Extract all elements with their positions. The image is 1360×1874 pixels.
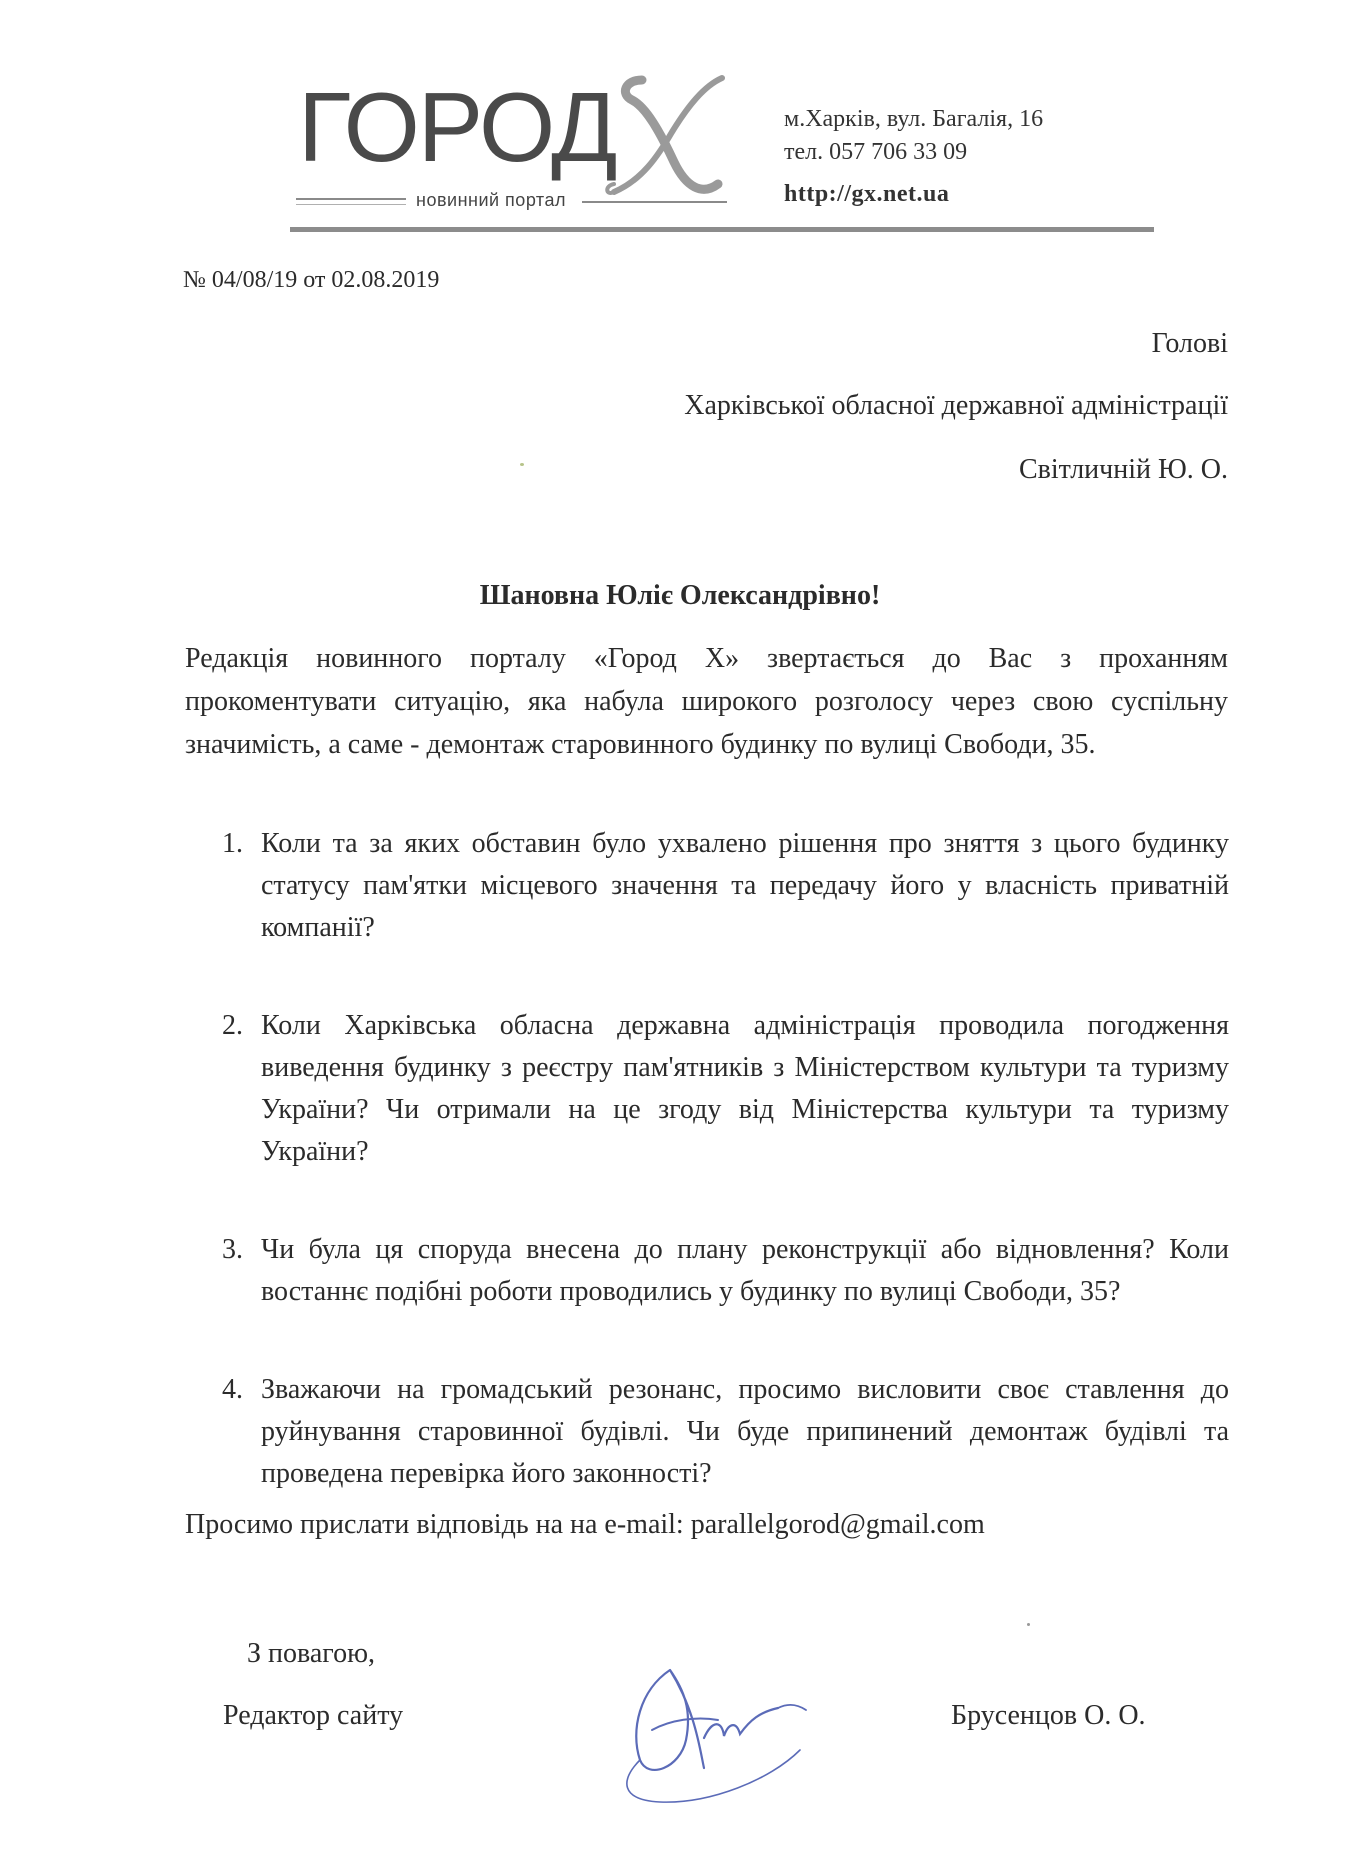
question-number: 3.	[222, 1234, 243, 1265]
addressee-name: Світличній Ю. О.	[1018, 454, 1228, 485]
question-item	[222, 823, 1229, 949]
scan-speck	[1027, 1623, 1030, 1626]
addressee-organization: Харківської обласної державної адміністрації	[684, 390, 1228, 421]
logo-rule-left	[296, 198, 406, 200]
logo-tagline: новинний портал	[416, 190, 566, 210]
reply-request: Просимо прислати відповідь на на e-mail: parallelgorod@gmail.com	[185, 1509, 985, 1540]
handwritten-signature	[600, 1650, 830, 1810]
question-number: 2.	[222, 1010, 243, 1041]
header-divider	[290, 227, 1154, 232]
intro-paragraph: Редакція новинного порталу «Город Х» звертається до Вас з проханням прокоментувати ситуацію, яка набула широкого розголосу через свою суспільну значимість, а саме - демонтаж старовинного будинку по вулиці Свободи, 35.	[185, 643, 1228, 760]
salutation: Шановна Юліє Олександрівно!	[479, 580, 881, 611]
reference-number: № 04/08/19 от 02.08.2019	[183, 267, 440, 293]
questions-list	[222, 823, 1229, 1551]
closing-regards: З повагою,	[247, 1638, 375, 1669]
question-text: Чи була ця споруда внесена до плану реконструкції або відновлення? Коли востаннє подібні роботи проводились у будинку по вулиці Свободи, 35?	[261, 1234, 1229, 1307]
letterhead-website: http://gx.net.ua	[784, 181, 950, 207]
logo-rule-left-thin	[296, 204, 406, 205]
letterhead-phone: тел. 057 706 33 09	[784, 139, 968, 165]
question-text: Зважаючи на громадський резонанс, просимо висловити своє ставлення до руйнування старовинної будівлі. Чи буде припинений демонтаж будівлі та проведена перевірка його законності?	[261, 1374, 1229, 1489]
question-item	[222, 1229, 1229, 1313]
logo-wordmark: ГОРОД	[298, 72, 616, 182]
question-number: 4.	[222, 1374, 243, 1405]
scan-speck	[520, 463, 524, 466]
question-text: Коли Харківська обласна державна адміністрація проводила погодження виведення будинку з реєстру пам'ятників з Міністерством культури та туризму України? Чи отримали на це згоду від Міністерства культури та туризму України?	[261, 1010, 1229, 1167]
question-number: 1.	[222, 828, 243, 859]
question-item	[222, 1005, 1229, 1173]
signer-position: Редактор сайту	[223, 1700, 404, 1731]
logo-rule-right	[582, 201, 727, 203]
logo-x-mark	[600, 72, 730, 202]
question-text: Коли та за яких обставин було ухвалено рішення про зняття з цього будинку статусу пам'ятки місцевого значення та передачу його у власність приватній компанії?	[261, 828, 1229, 943]
letterhead-address: м.Харків, вул. Багалія, 16	[784, 106, 1044, 132]
question-item	[222, 1369, 1229, 1495]
addressee-title: Голові	[1151, 328, 1228, 359]
signer-name: Брусенцов О. О.	[951, 1700, 1146, 1731]
